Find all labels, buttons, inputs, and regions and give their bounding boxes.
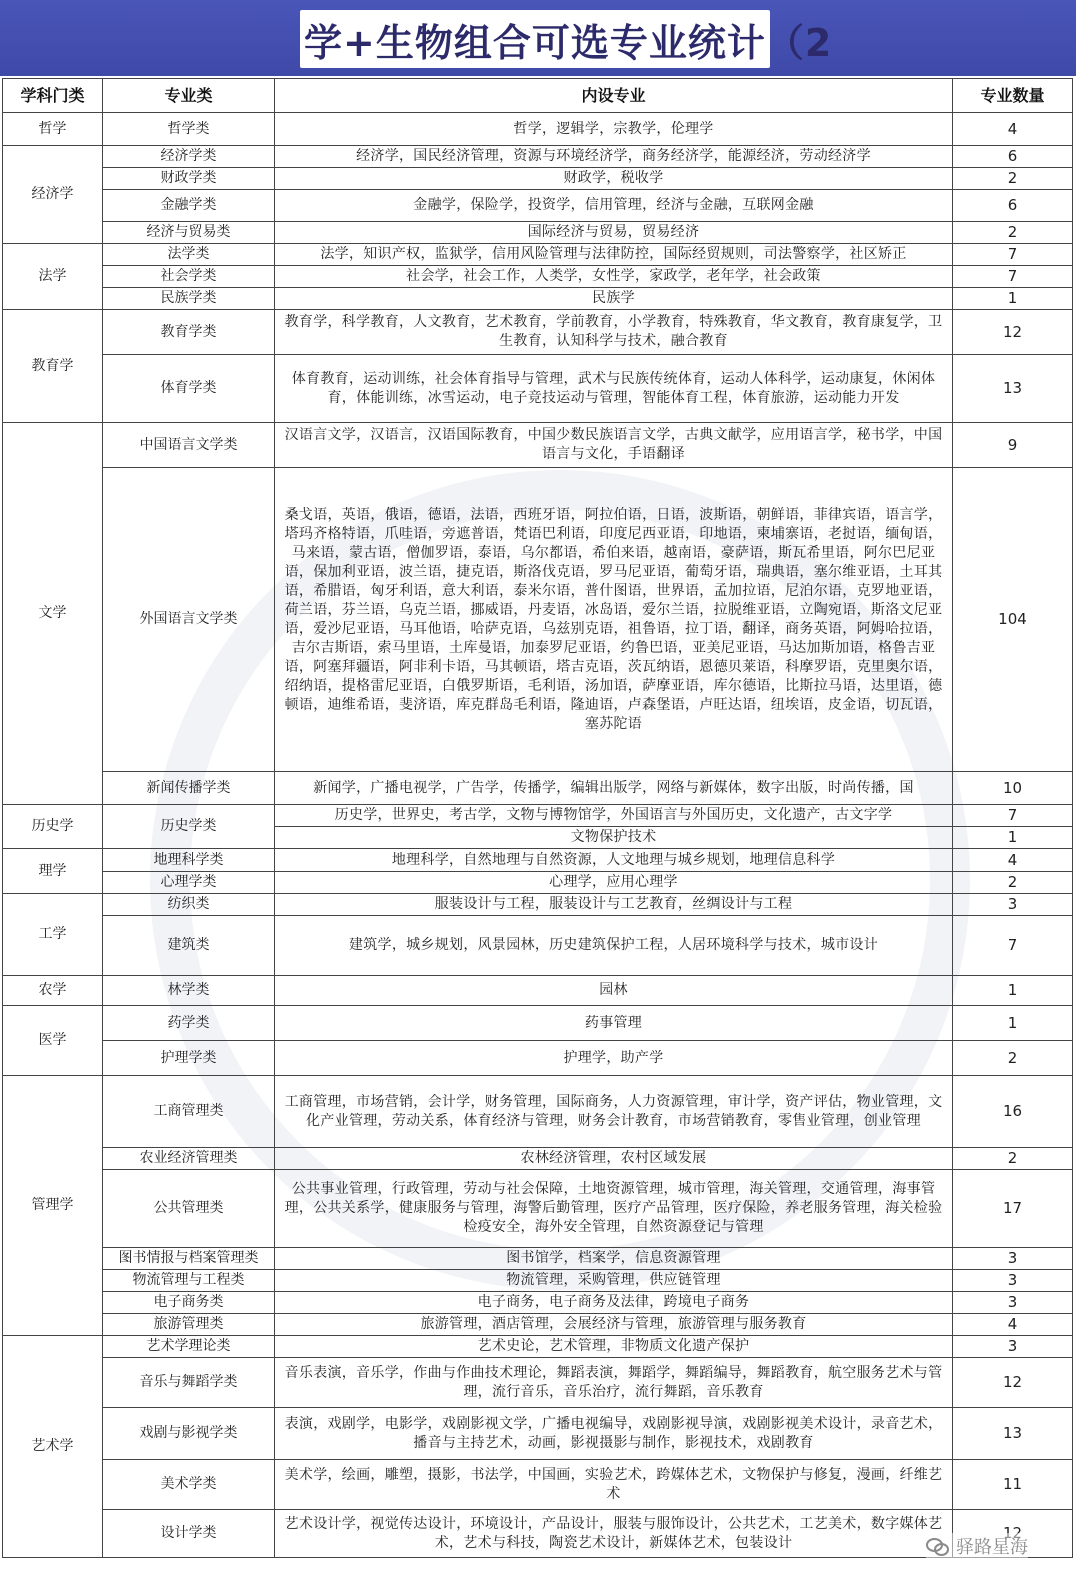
discipline-cell: 法学 (3, 244, 103, 310)
category-cell: 经济与贸易类 (103, 222, 275, 244)
majors-cell: 新闻学，广播电视学，广告学，传播学，编辑出版学，网络与新媒体，数字出版，时尚传播，国 (275, 772, 953, 805)
count-cell: 13 (953, 355, 1073, 423)
table-row (3, 872, 1073, 894)
discipline-cell: 理学 (3, 849, 103, 894)
header-count: 专业数量 (953, 79, 1073, 113)
count-cell: 1 (953, 288, 1073, 310)
count-cell: 12 (953, 310, 1073, 355)
table-row (3, 1170, 1073, 1248)
count-cell: 1 (953, 827, 1073, 849)
category-cell: 艺术学理论类 (103, 1336, 275, 1358)
table-row (3, 1510, 1073, 1558)
majors-cell: 药事管理 (275, 1006, 953, 1041)
discipline-cell: 管理学 (3, 1076, 103, 1336)
category-cell: 社会学类 (103, 266, 275, 288)
majors-cell: 财政学，税收学 (275, 168, 953, 190)
table-row (3, 894, 1073, 916)
category-cell: 物流管理与工程类 (103, 1270, 275, 1292)
count-cell: 6 (953, 190, 1073, 222)
majors-cell: 物流管理，采购管理，供应链管理 (275, 1270, 953, 1292)
table-row (3, 772, 1073, 805)
count-cell: 6 (953, 146, 1073, 168)
majors-cell: 桑戈语，英语，俄语，德语，法语，西班牙语，阿拉伯语，日语，波斯语，朝鲜语，菲律宾语，语言学，塔玛齐格特语，爪哇语，旁遮普语，梵语巴利语，印度尼西亚语，印地语，柬埔寨语，老挝语，缅甸语，马来语，蒙古语，僧伽罗语，泰语，乌尔都语，希伯来语，越南语，豪萨语，斯瓦希里语，阿尔巴尼亚语，保加利亚语，波兰语，捷克语，斯洛伐克语，罗马尼亚语，葡萄牙语，瑞典语，塞尔维亚语，土耳其语，希腊语，匈牙利语，意大利语，泰米尔语，普什图语，世界语，孟加拉语，尼泊尔语，克罗地亚语，荷兰语，芬兰语，乌克兰语，挪威语，丹麦语，冰岛语，爱尔兰语，拉脱维亚语，立陶宛语，斯洛文尼亚语，爱沙尼亚语，马耳他语，哈萨克语，乌兹别克语，祖鲁语，拉丁语，翻译，商务英语，阿姆哈拉语，吉尔吉斯语，索马里语，土库曼语，加泰罗尼亚语，约鲁巴语，亚美尼亚语，马达加斯加语，格鲁吉亚语，阿塞拜疆语，阿非利卡语，马其顿语，塔吉克语，茨瓦纳语，恩德贝莱语，科摩罗语，克里奥尔语，绍纳语，提格雷尼亚语，白俄罗斯语，毛利语，汤加语，萨摩亚语，库尔德语，比斯拉马语，达里语，德顿语，迪维希语，斐济语，库克群岛毛利语，隆迪语，卢森堡语，卢旺达语，纽埃语，皮金语，切瓦语，塞苏陀语 (275, 468, 953, 772)
count-cell: 4 (953, 1314, 1073, 1336)
count-cell: 3 (953, 1292, 1073, 1314)
table-row (3, 1041, 1073, 1076)
majors-cell: 文物保护技术 (275, 827, 953, 849)
majors-cell: 哲学，逻辑学，宗教学，伦理学 (275, 113, 953, 146)
category-cell: 中国语言文学类 (103, 423, 275, 468)
count-cell: 3 (953, 1248, 1073, 1270)
discipline-cell: 历史学 (3, 805, 103, 849)
category-cell: 新闻传播学类 (103, 772, 275, 805)
count-cell: 2 (953, 872, 1073, 894)
category-cell: 公共管理类 (103, 1170, 275, 1248)
table-row (3, 849, 1073, 872)
table-body (3, 113, 1073, 1558)
category-cell: 药学类 (103, 1006, 275, 1041)
wechat-icon (926, 1536, 950, 1556)
count-cell: 16 (953, 1076, 1073, 1148)
count-cell: 3 (953, 1270, 1073, 1292)
table-row (3, 976, 1073, 1006)
table-row (3, 288, 1073, 310)
count-cell: 1 (953, 1006, 1073, 1041)
majors-cell: 美术学，绘画，雕塑，摄影，书法学，中国画，实验艺术，跨媒体艺术，文物保护与修复，漫画，纤维艺术 (275, 1460, 953, 1510)
majors-cell: 图书馆学，档案学，信息资源管理 (275, 1248, 953, 1270)
majors-cell: 民族学 (275, 288, 953, 310)
category-cell: 外国语言文学类 (103, 468, 275, 772)
table-row (3, 805, 1073, 827)
majors-cell: 心理学，应用心理学 (275, 872, 953, 894)
majors-cell: 建筑学，城乡规划，风景园林，历史建筑保护工程，人居环境科学与技术，城市设计 (275, 916, 953, 976)
majors-cell: 历史学，世界史，考古学，文物与博物馆学，外国语言与外国历史，文化遗产，古文字学 (275, 805, 953, 827)
category-cell: 电子商务类 (103, 1292, 275, 1314)
header-category: 专业类 (103, 79, 275, 113)
table-row (3, 1270, 1073, 1292)
majors-cell: 农林经济管理，农村区域发展 (275, 1148, 953, 1170)
count-cell: 10 (953, 772, 1073, 805)
count-cell: 17 (953, 1170, 1073, 1248)
category-cell: 图书情报与档案管理类 (103, 1248, 275, 1270)
category-cell: 旅游管理类 (103, 1314, 275, 1336)
count-cell: 1 (953, 976, 1073, 1006)
count-cell: 4 (953, 849, 1073, 872)
majors-cell: 艺术设计学，视觉传达设计，环境设计，产品设计，服装与服饰设计，公共艺术，工艺美术，数字媒体艺术，艺术与科技，陶瓷艺术设计，新媒体艺术，包装设计 (275, 1510, 953, 1558)
category-cell: 农业经济管理类 (103, 1148, 275, 1170)
table-row (3, 1248, 1073, 1270)
category-cell: 地理科学类 (103, 849, 275, 872)
category-cell: 工商管理类 (103, 1076, 275, 1148)
majors-cell: 旅游管理，酒店管理，会展经济与管理，旅游管理与服务教育 (275, 1314, 953, 1336)
count-cell: 13 (953, 1408, 1073, 1460)
category-cell: 体育学类 (103, 355, 275, 423)
table-row (3, 168, 1073, 190)
table-row (3, 468, 1073, 772)
majors-cell: 电子商务，电子商务及法律，跨境电子商务 (275, 1292, 953, 1314)
count-cell: 7 (953, 244, 1073, 266)
table-row (3, 1148, 1073, 1170)
table-row (3, 355, 1073, 423)
table-row (3, 1292, 1073, 1314)
majors-cell: 国际经济与贸易，贸易经济 (275, 222, 953, 244)
table-row (3, 1358, 1073, 1408)
count-cell: 12 (953, 1358, 1073, 1408)
table-header (3, 79, 1073, 113)
table-row (3, 1076, 1073, 1148)
table-row (3, 1006, 1073, 1041)
majors-cell: 体育教育，运动训练，社会体育指导与管理，武术与民族传统体育，运动人体科学，运动康复，休闲体育，体能训练，冰雪运动，电子竞技运动与管理，智能体育工程，体育旅游，运动能力开发 (275, 355, 953, 423)
category-cell: 民族学类 (103, 288, 275, 310)
table-row (3, 916, 1073, 976)
discipline-cell: 医学 (3, 1006, 103, 1076)
category-cell: 林学类 (103, 976, 275, 1006)
count-cell: 11 (953, 1460, 1073, 1510)
table-row (3, 113, 1073, 146)
count-cell: 3 (953, 1336, 1073, 1358)
majors-cell: 社会学，社会工作，人类学，女性学，家政学，老年学，社会政策 (275, 266, 953, 288)
table-row (3, 1460, 1073, 1510)
majors-cell: 园林 (275, 976, 953, 1006)
category-cell: 建筑类 (103, 916, 275, 976)
discipline-cell: 工学 (3, 894, 103, 976)
category-cell: 护理学类 (103, 1041, 275, 1076)
majors-cell: 地理科学，自然地理与自然资源，人文地理与城乡规划，地理信息科学 (275, 849, 953, 872)
category-cell: 法学类 (103, 244, 275, 266)
count-cell: 3 (953, 894, 1073, 916)
table-row (3, 244, 1073, 266)
count-cell: 4 (953, 113, 1073, 146)
table-row (3, 1314, 1073, 1336)
majors-cell: 金融学，保险学，投资学，信用管理，经济与金融，互联网金融 (275, 190, 953, 222)
discipline-cell: 艺术学 (3, 1336, 103, 1558)
count-cell: 2 (953, 222, 1073, 244)
count-cell: 104 (953, 468, 1073, 772)
majors-cell: 表演，戏剧学，电影学，戏剧影视文学，广播电视编导，戏剧影视导演，戏剧影视美术设计，录音艺术，播音与主持艺术，动画，影视摄影与制作，影视技术，戏剧教育 (275, 1408, 953, 1460)
table-row (3, 266, 1073, 288)
count-cell: 7 (953, 805, 1073, 827)
count-cell: 7 (953, 916, 1073, 976)
table-row (3, 146, 1073, 168)
table-row (3, 1408, 1073, 1460)
category-cell: 心理学类 (103, 872, 275, 894)
majors-cell: 艺术史论，艺术管理，非物质文化遗产保护 (275, 1336, 953, 1358)
category-cell: 经济学类 (103, 146, 275, 168)
category-cell: 哲学类 (103, 113, 275, 146)
table-row (3, 423, 1073, 468)
majors-cell: 教育学，科学教育，人文教育，艺术教育，学前教育，小学教育，特殊教育，华文教育，教育康复学，卫生教育，认知科学与技术，融合教育 (275, 310, 953, 355)
category-cell: 音乐与舞蹈学类 (103, 1358, 275, 1408)
majors-cell: 公共事业管理，行政管理，劳动与社会保障，土地资源管理，城市管理，海关管理，交通管理，海事管理，公共关系学，健康服务与管理，海警后勤管理，医疗产品管理，医疗保险，养老服务管理，海关检验检疫安全，海外安全管理，自然资源登记与管理 (275, 1170, 953, 1248)
wechat-watermark (926, 1533, 1028, 1559)
category-cell: 教育学类 (103, 310, 275, 355)
category-cell: 美术学类 (103, 1460, 275, 1510)
category-cell: 历史学类 (103, 805, 275, 849)
discipline-cell: 农学 (3, 976, 103, 1006)
category-cell: 金融学类 (103, 190, 275, 222)
majors-cell: 护理学，助产学 (275, 1041, 953, 1076)
count-cell: 9 (953, 423, 1073, 468)
watermark-text: 驿路星海 (956, 1537, 1028, 1558)
majors-cell: 音乐表演，音乐学，作曲与作曲技术理论，舞蹈表演，舞蹈学，舞蹈编导，舞蹈教育，航空服务艺术与管理，流行音乐，音乐治疗，流行舞蹈，音乐教育 (275, 1358, 953, 1408)
count-cell: 2 (953, 1041, 1073, 1076)
majors-cell: 服装设计与工程，服装设计与工艺教育，丝绸设计与工程 (275, 894, 953, 916)
category-cell: 财政学类 (103, 168, 275, 190)
category-cell: 纺织类 (103, 894, 275, 916)
majors-table (2, 78, 1073, 1558)
header-discipline: 学科门类 (3, 79, 103, 113)
count-cell: 7 (953, 266, 1073, 288)
category-cell: 戏剧与影视学类 (103, 1408, 275, 1460)
majors-cell: 法学，知识产权，监狱学，信用风险管理与法律防控，国际经贸规则，司法警察学，社区矫正 (275, 244, 953, 266)
count-cell: 2 (953, 168, 1073, 190)
majors-cell: 经济学，国民经济管理，资源与环境经济学，商务经济学，能源经济，劳动经济学 (275, 146, 953, 168)
discipline-cell: 哲学 (3, 113, 103, 146)
title-banner (0, 0, 1076, 76)
page-title (300, 10, 833, 68)
table-row (3, 190, 1073, 222)
page-title-text: 学+生物组合可选专业统计（2 (304, 20, 833, 65)
majors-cell: 工商管理，市场营销，会计学，财务管理，国际商务，人力资源管理，审计学，资产评估，物业管理，文化产业管理，劳动关系，体育经济与管理，财务会计教育，市场营销教育，零售业管理，创业管理 (275, 1076, 953, 1148)
table-row (3, 1336, 1073, 1358)
discipline-cell: 经济学 (3, 146, 103, 244)
table-row (3, 222, 1073, 244)
category-cell: 设计学类 (103, 1510, 275, 1558)
discipline-cell: 文学 (3, 423, 103, 805)
header-majors: 内设专业 (275, 79, 953, 113)
table-row (3, 310, 1073, 355)
majors-cell: 汉语言文学，汉语言，汉语国际教育，中国少数民族语言文学，古典文献学，应用语言学，秘书学，中国语言与文化，手语翻译 (275, 423, 953, 468)
count-cell: 2 (953, 1148, 1073, 1170)
discipline-cell: 教育学 (3, 310, 103, 423)
